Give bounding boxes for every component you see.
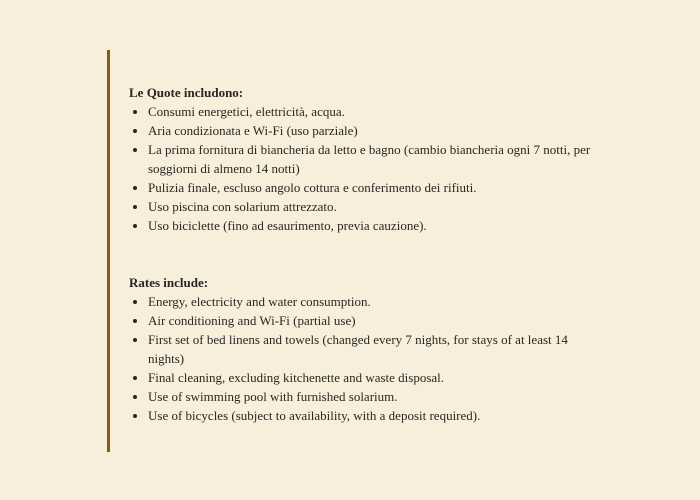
accent-bar: [107, 50, 110, 452]
rates-content: [129, 83, 599, 425]
english-list: [129, 292, 599, 425]
italian-section-title: Le Quote includono:: [129, 85, 244, 100]
list-item: La prima fornitura di biancheria da letto e bagno (cambio biancheria ogni 7 notti, per soggiorni di almeno 14 notti): [129, 140, 599, 178]
list-item: Uso piscina con solarium attrezzato.: [129, 197, 599, 216]
list-item: Energy, electricity and water consumption.: [129, 292, 599, 311]
list-item: Final cleaning, excluding kitchenette and waste disposal.: [129, 368, 599, 387]
list-item: Pulizia finale, escluso angolo cottura e conferimento dei rifiuti.: [129, 178, 599, 197]
italian-section: [129, 83, 599, 235]
english-section-title: Rates include:: [129, 275, 209, 290]
list-item: Aria condizionata e Wi-Fi (uso parziale): [129, 121, 599, 140]
italian-list: [129, 102, 599, 235]
section-spacer: [129, 235, 599, 273]
list-item: Air conditioning and Wi-Fi (partial use): [129, 311, 599, 330]
list-item: Use of swimming pool with furnished solarium.: [129, 387, 599, 406]
list-item: Use of bicycles (subject to availability, with a deposit required).: [129, 406, 599, 425]
english-section: [129, 273, 599, 425]
list-item: Uso biciclette (fino ad esaurimento, previa cauzione).: [129, 216, 599, 235]
list-item: Consumi energetici, elettricità, acqua.: [129, 102, 599, 121]
list-item: First set of bed linens and towels (changed every 7 nights, for stays of at least 14 nights): [129, 330, 599, 368]
